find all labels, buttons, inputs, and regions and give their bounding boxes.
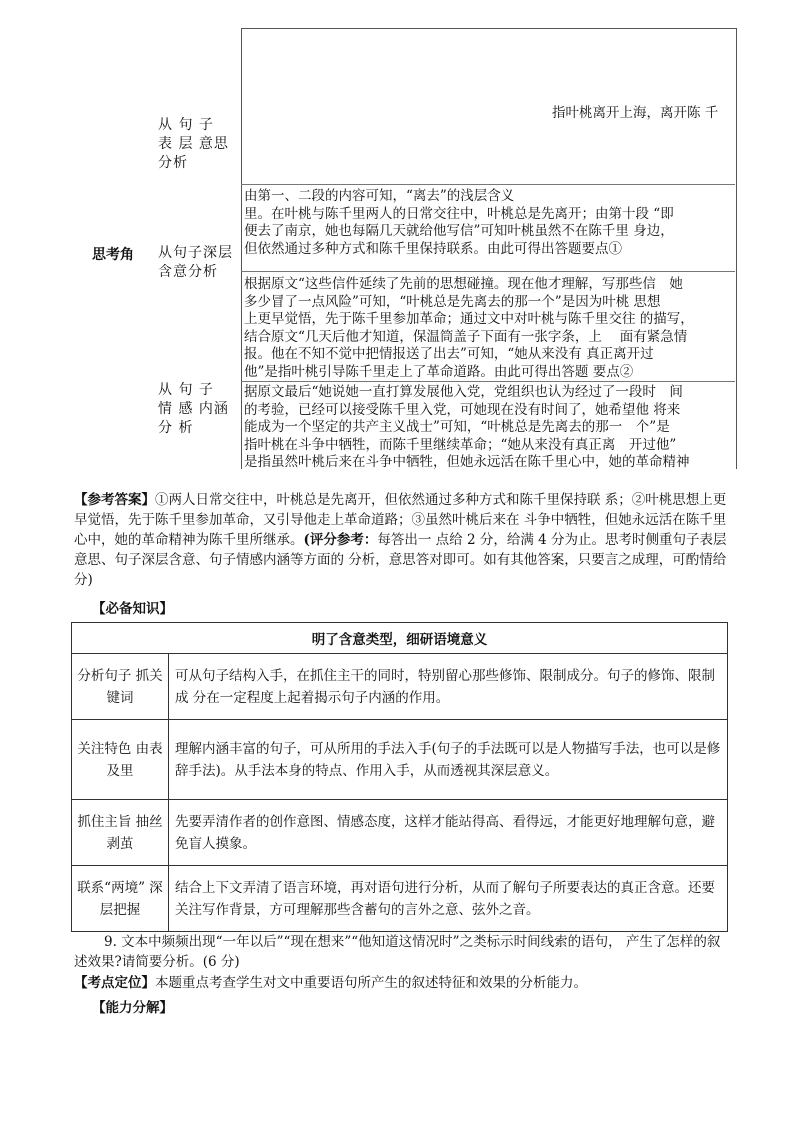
text-line: 便去了南京，她也每隔几天就给他写信”可知叶桃虽然不在陈千里 身边， <box>244 223 674 239</box>
row-label-surface: 从 句 子 表 层 意思分析 <box>158 117 229 171</box>
text-line: 他”是指叶桃引导陈千里走上了革命道路。由此可得出答题 要点② <box>244 363 634 380</box>
text-line: 结合原文“几天后他才知道，保温筒盖子下面有一张字条，上 面有紧急情 <box>244 328 688 345</box>
answer-heading: 【参考答案】 <box>74 492 155 508</box>
ability-heading: 【能力分解】 <box>92 1000 173 1016</box>
text-line: 上更早觉悟，先于陈千里参加革命；通过文中对叶桃与陈千里交往 的描写， <box>244 311 694 327</box>
text-line: 据原文最后“她说她一直打算发展他入党，党组织也认为经过了一段时 间 <box>244 384 683 400</box>
row-content: 先要弄清作者的创作意图、情感态度，这样才能站得高、看得远，才能更好地理解句意，避免盲人摸象。 <box>169 800 728 866</box>
text-line: 根据原文“这些信件延续了先前的思想碰撞。现在他才理解，写那些信 她 <box>244 276 683 292</box>
knowledge-table <box>71 622 728 932</box>
row-content: 理解内涵丰富的句子，可从所用的手法入手(句子的手法既可以是人物描写手法，也可以是修 辞手法)。从手法本身的特点、作用入手，从而透视其深层意义。 <box>169 720 728 800</box>
row-content: 结合上下文弄清了语言环境，再对语句进行分析，从而了解句子所要表达的真正含意。还要 关注写作背景，方可理解那些含蓄句的言外之意、弦外之音。 <box>169 866 728 932</box>
reference-answer <box>74 490 730 590</box>
table-title: 明了含意类型，细研语境意义 <box>72 623 728 654</box>
row-label: 关注特色 由表及里 <box>72 720 169 800</box>
row-divider <box>241 184 735 185</box>
row-label: 联系“两境” 深层把握 <box>72 866 169 932</box>
row-divider <box>241 271 735 272</box>
text-line: 由第一、二段的内容可知，“离去”的浅层含义 <box>244 188 515 204</box>
exam-point-heading: 【考点定位】 <box>74 975 155 991</box>
score-label: (评分参考： <box>303 532 378 548</box>
text-line: 报。他在不知不觉中把情报送了出去”可知，“她从来没有 真正离开过 <box>244 346 654 362</box>
row-label-deep: 从句子深层 含意分析 <box>158 245 233 280</box>
question-9: 9. 文本中频频出现“一年以后”“现在想来”“他知道这情况时”之类标示时间线索的语句， 产生了怎样的叙述效果?请简要分析。(6 分) <box>74 934 721 970</box>
text-line: 指叶桃在斗争中牺牲，而陈千里继续革命；“她从来没有真正离 开过他” <box>244 436 677 453</box>
row-label-emotion: 从 句 子 情 感 内涵分 析 <box>158 382 229 436</box>
row-content: 可从句子结构入手，在抓住主干的同时，特别留心那些修饰、限制成分。句子的修饰、限制成 分在一定程度上起着揭示句子内涵的作用。 <box>169 654 728 720</box>
table-row <box>72 654 728 720</box>
table-row <box>72 720 728 800</box>
text-line: 能成为一个坚定的共产主义战士”可知，“叶桃总是先离去的那一 个”是 <box>244 419 670 435</box>
row-label: 抓住主旨 抽丝剥茧 <box>72 800 169 866</box>
row-divider <box>241 381 735 382</box>
table-row <box>72 866 728 932</box>
text-line: 的考验，已经可以接受陈千里入党，可她现在没有时间了，她希望他 将来 <box>244 401 681 418</box>
text-line: 里。在叶桃与陈千里两人的日常交往中，叶桃总是先离开；由第十段 “即 <box>244 205 674 222</box>
row1-text <box>244 188 736 258</box>
row-label: 分析句子 抓关键词 <box>72 654 169 720</box>
exam-point <box>74 973 730 993</box>
row3-text <box>244 384 736 468</box>
text-line: 是指虽然叶桃后来在斗争中牺牲，但她永远活在陈千里心中，她的革命精神 <box>244 454 690 470</box>
exam-point-text: 本题重点考查学生对文中重要语句所产生的叙述特征和效果的分析能力。 <box>155 975 587 991</box>
row1-top-line: 指叶桃离开上海，离开陈 千 <box>552 105 719 121</box>
text-line: 多少冒了一点风险”可知，“叶桃总是先离去的那一个”是因为叶桃 思想 <box>244 293 661 310</box>
knowledge-heading: 【必备知识】 <box>92 601 173 617</box>
text-line: 但依然通过多种方式和陈千里保持联系。由此可得出答题要点① <box>244 240 622 257</box>
analysis-main-label: 思考角 <box>92 247 134 263</box>
table-row <box>72 800 728 866</box>
score-text: 每答出一 点给 2 分，给满 4 分为止。思考时侧重句子表层意思、句子深层含意、句子情感内涵等方面的 分析，意思答对即可。如有其他答案，只要言之成理，可酌情给分) <box>74 532 727 588</box>
row2-text <box>244 276 736 381</box>
answer-text: ①两人日常交往中，叶桃总是先离开，但依然通过多种方式和陈千里保持联 系；②叶桃思想上更早觉悟，先于陈千里参加革命，又引导他走上革命道路；③虽然叶桃后来在 斗争中牺牲，但她永远活在陈千里心中，她的革命精神为陈千里所继承。 <box>74 492 727 548</box>
